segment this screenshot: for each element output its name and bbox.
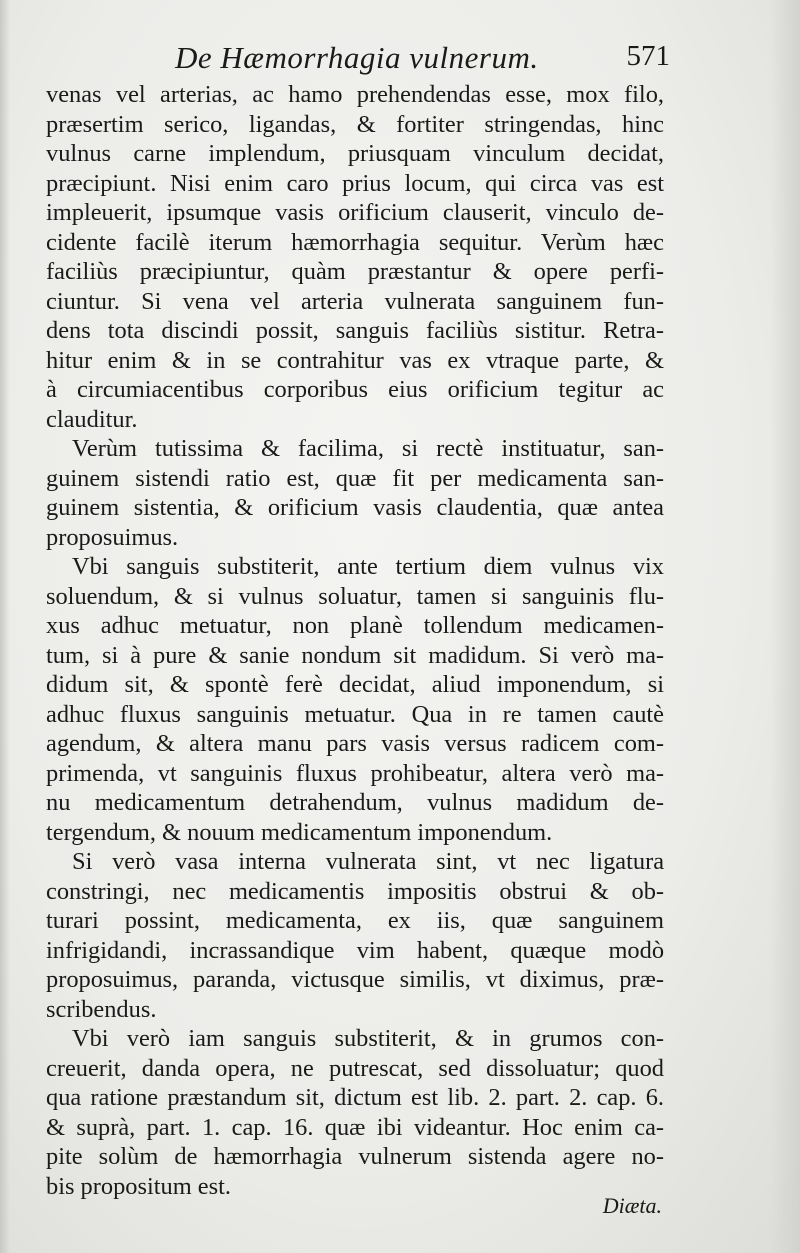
text-line: turari possint, medicamenta, ex iis, quæ sanguinem — [46, 907, 664, 934]
text-line: adhuc fluxus sanguinis metuatur. Qua in re tamen cautè — [46, 700, 664, 728]
text-line: dens tota discindi possit, sanguis faciliùs sistitur. Retra- — [46, 317, 665, 344]
text-line: clauditur. — [46, 405, 138, 433]
text-line: vulnus carne implendum, priusquam vinculum decidat, — [46, 140, 665, 167]
text-line: & suprà, part. 1. cap. 16. quæ ibi videantur. Hoc enim ca- — [46, 1113, 665, 1141]
paragraph — [46, 434, 664, 552]
text-line: tergendum, & nouum medicamentum imponendum. — [46, 818, 553, 846]
text-line: bis propositum est. — [46, 1172, 231, 1200]
text-line: hitur enim & in se contrahitur vas ex vtraque parte, & — [46, 346, 664, 374]
text-line: à circumiacentibus corporibus eius orificium tegitur ac — [46, 376, 664, 403]
paragraph — [46, 552, 664, 847]
text-line: proposuimus. — [46, 523, 179, 551]
text-line: infrigidandi, incrassandique vim habent, quæque modò — [46, 936, 665, 964]
running-title: De Hæmorrhagia vulnerum. — [175, 40, 539, 75]
text-line: creuerit, danda opera, ne putrescat, sed dissoluatur; quod — [46, 1054, 664, 1082]
text-line: guinem sistentia, & orificium vasis claudentia, quæ antea — [46, 494, 664, 521]
text-line: faciliùs præcipiuntur, quàm præstantur & opere perfi- — [46, 258, 664, 285]
text-line: Vbi verò iam sanguis substiterit, & in grumos con- — [72, 1025, 665, 1052]
text-line: Si verò vasa interna vulnerata sint, vt nec ligatura — [72, 848, 665, 875]
text-line: Vbi sanguis substiterit, ante tertium diem vulnus vix — [72, 553, 664, 580]
text-line: qua ratione præstandum sit, dictum est lib. 2. part. 2. cap. 6. — [46, 1084, 665, 1111]
catchword: Diæta. — [602, 1193, 662, 1218]
paragraph — [46, 80, 664, 434]
text-line: tum, si à pure & sanie nondum sit madidum. Si verò ma- — [46, 641, 665, 669]
paragraph — [46, 1024, 664, 1201]
page-number: 571 — [626, 40, 670, 72]
text-line: constringi, nec medicamentis impositis obstrui & ob- — [46, 877, 665, 905]
text-line: impleuerit, ipsumque vasis orificium clauserit, vinculo de- — [46, 199, 664, 226]
text-line: pite solùm de hæmorrhagia vulnerum sistenda agere no- — [46, 1143, 664, 1170]
text-line: cidente facilè iterum hæmorrhagia sequitur. Verùm hæc — [46, 228, 665, 256]
page-edge-shadow-left — [0, 0, 10, 1253]
text-line: proposuimus, paranda, victusque similis, vt diximus, præ- — [46, 966, 664, 993]
page-edge-shadow-right — [770, 0, 800, 1253]
text-line: nu medicamentum detrahendum, vulnus madidum de- — [46, 789, 664, 816]
text-line: scribendus. — [46, 995, 157, 1023]
text-line: Verùm tutissima & facilima, si rectè instituatur, san- — [72, 435, 665, 462]
text-line: præsertim serico, ligandas, & fortiter stringendas, hinc — [46, 110, 665, 138]
paragraph — [46, 847, 664, 1024]
text-line: venas vel arterias, ac hamo prehendendas esse, mox filo, — [46, 81, 664, 108]
text-line: didum sit, & spontè ferè decidat, aliud imponendum, si — [46, 671, 664, 698]
text-line: agendum, & altera manu pars vasis versus radicem com- — [46, 730, 664, 757]
body-text — [46, 80, 664, 1201]
text-line: xus adhuc metuatur, non planè tollendum medicamen- — [46, 612, 664, 639]
text-line: præcipiunt. Nisi enim caro prius locum, qui circa vas est — [46, 169, 665, 197]
text-line: primenda, vt sanguinis fluxus prohibeatur, altera verò ma- — [46, 759, 665, 787]
text-line: ciuntur. Si vena vel arteria vulnerata sanguinem fun- — [46, 287, 665, 315]
text-line: soluendum, & si vulnus soluatur, tamen si sanguinis flu- — [46, 582, 665, 610]
page-header — [175, 40, 670, 84]
text-line: guinem sistendi ratio est, quæ fit per medicamenta san- — [46, 464, 665, 492]
